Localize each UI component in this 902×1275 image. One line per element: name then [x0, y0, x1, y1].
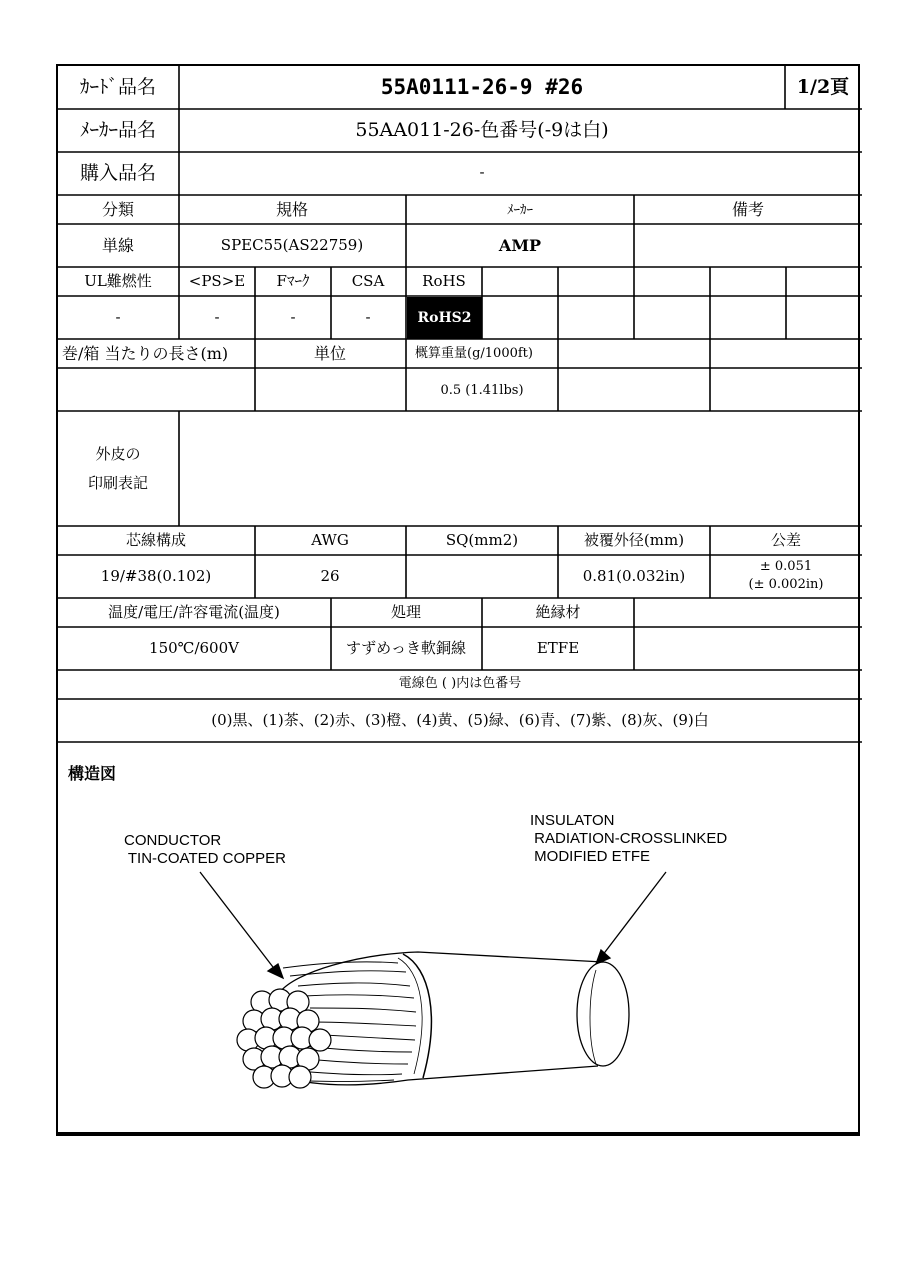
csa-label: CSA — [351, 272, 385, 290]
length-label: 巻/箱 当たりの長さ(m) — [62, 344, 229, 363]
standard-value: SPEC55(AS22759) — [220, 236, 364, 254]
insulation-callout: INSULATON RADIATION-CROSSLINKED MODIFIED ETFE — [530, 812, 728, 865]
insulation-material-value: ETFE — [536, 639, 580, 657]
f-mark-label: Fﾏｰｸ — [276, 272, 310, 290]
rating-value: 150℃/600V — [149, 639, 239, 657]
weight-label: 概算重量(g/1000ft) — [415, 346, 533, 361]
maker-name-label: ﾒｰｶｰ品名 — [79, 119, 157, 141]
conductor-leader-line — [200, 872, 276, 971]
outer-diameter-label: 被覆外径(mm) — [583, 531, 685, 549]
pse-label: <PS>E — [188, 272, 246, 290]
outer-diameter-value: 0.81(0.032in) — [582, 567, 686, 585]
class-label: 分類 — [101, 200, 135, 219]
rating-label: 温度/電圧/許容電流(温度) — [108, 603, 280, 621]
remarks-label: 備考 — [731, 200, 765, 219]
wire-color-label: 電線色 ( )内は色番号 — [398, 676, 522, 691]
print-label-line1: 外皮の — [95, 445, 141, 463]
conductor-arrowhead — [268, 964, 283, 978]
structure-value: 19/#38(0.102) — [100, 567, 212, 585]
structure-diagram-title: 構造図 — [68, 764, 117, 783]
page-number: 1/2頁 — [796, 76, 850, 98]
ul-flame-label: UL難燃性 — [84, 272, 152, 290]
awg-value: 26 — [320, 567, 340, 585]
f-mark-value: - — [290, 308, 296, 326]
class-value: 単線 — [101, 236, 135, 255]
conductor-callout: CONDUCTOR TIN-COATED COPPER — [124, 832, 286, 867]
jacket-end — [577, 962, 629, 1066]
wire-color-list: (0)黒、(1)茶、(2)赤、(3)橙、(4)黄、(5)緑、(6)青、(7)紫、(8)灰、(9)白 — [211, 711, 709, 729]
weight-value: 0.5 (1.41lbs) — [440, 383, 524, 398]
maker-value: AMP — [498, 236, 542, 255]
tolerance-label: 公差 — [770, 531, 802, 549]
awg-label: AWG — [311, 531, 349, 549]
card-name-label: ｶｰﾄﾞ品名 — [79, 76, 157, 98]
process-label: 処理 — [390, 603, 422, 621]
strand-ends — [237, 989, 331, 1088]
insulation-jacket — [280, 952, 603, 992]
unit-label: 単位 — [313, 344, 347, 363]
print-label-line2: 印刷表記 — [87, 474, 149, 492]
ul-flame-value: - — [115, 308, 121, 326]
process-value: すずめっき軟銅線 — [345, 639, 467, 657]
tolerance-value-mm: ± 0.051 — [759, 559, 813, 574]
pse-value: - — [214, 308, 220, 326]
wire-cross-section-drawing — [58, 66, 862, 1138]
csa-value: - — [365, 308, 371, 326]
sq-label: SQ(mm2) — [445, 531, 519, 549]
rohs-label: RoHS — [422, 272, 466, 290]
maker-label: ﾒｰｶｰ — [507, 203, 533, 218]
standard-label: 規格 — [275, 200, 309, 219]
insulation-leader-line — [602, 872, 666, 956]
tolerance-value-in: (± 0.002in) — [748, 577, 824, 592]
maker-name-value: 55AA011-26-色番号(-9は白) — [355, 119, 609, 141]
purchase-name-value: - — [479, 163, 485, 181]
spec-sheet — [56, 64, 860, 1136]
rohs-value: RoHS2 — [417, 310, 472, 326]
structure-label: 芯線構成 — [125, 531, 187, 549]
card-name-value: 55A0111-26-9 #26 — [380, 75, 584, 99]
insulation-material-label: 絶縁材 — [535, 603, 581, 621]
purchase-name-label: 購入品名 — [79, 162, 157, 184]
